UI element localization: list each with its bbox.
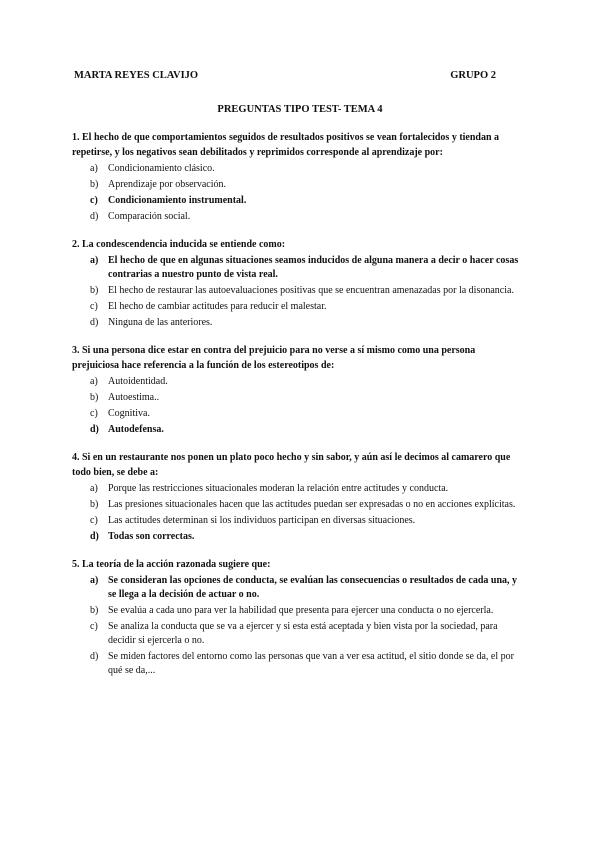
option-text: Cognitiva. <box>108 408 150 419</box>
option-text: Autoidentidad. <box>108 376 168 387</box>
question-text: 5. La teoría de la acción razonada sugiere que: <box>72 559 271 570</box>
option-text: Aprendizaje por observación. <box>108 179 227 190</box>
option-d-correct <box>72 423 522 437</box>
option-letter: a) <box>90 483 98 494</box>
header <box>74 70 496 86</box>
option-letter: d) <box>90 651 99 662</box>
option-b <box>72 178 522 192</box>
option-letter: c) <box>90 621 98 632</box>
option-text: Las actitudes determinan si los individuos participan en diversas situaciones. <box>108 515 416 526</box>
option-text: Autoestima.. <box>108 392 160 403</box>
option-c <box>72 620 522 648</box>
option-text: Condicionamiento clásico. <box>108 163 215 174</box>
question-1 <box>72 130 522 224</box>
option-letter: a) <box>90 163 98 174</box>
option-text: El hecho de cambiar actitudes para reducir el malestar. <box>108 301 327 312</box>
option-c-correct <box>72 194 522 208</box>
option-d <box>72 210 522 224</box>
option-text: Autodefensa. <box>108 424 164 435</box>
option-letter: c) <box>90 515 98 526</box>
option-text: Se analiza la conducta que se va a ejercer y si esta está aceptada y bien vista por la sociedad, para decidir si ejercerla o no. <box>108 621 498 646</box>
option-letter: d) <box>90 317 99 328</box>
option-c <box>72 407 522 421</box>
option-letter: b) <box>90 179 99 190</box>
option-c <box>72 300 522 314</box>
option-letter: a) <box>90 575 99 586</box>
option-text: Condicionamiento instrumental. <box>108 195 247 206</box>
option-b <box>72 604 522 618</box>
option-text: Se evalúa a cada uno para ver la habilidad que presenta para ejercer una conducta o no ejercerla. <box>108 605 494 616</box>
option-b <box>72 391 522 405</box>
question-5 <box>72 557 522 678</box>
option-d-correct <box>72 530 522 544</box>
option-text: Las presiones situacionales hacen que las actitudes puedan ser expresadas o no en acciones explícitas. <box>108 499 516 510</box>
group-label: GRUPO 2 <box>450 70 496 81</box>
option-letter: d) <box>90 211 99 222</box>
option-text: El hecho de que en algunas situaciones seamos inducidos de alguna manera a decir o hacer cosas contrarias a nuestro punto de vista real. <box>108 255 519 280</box>
question-text: 4. Si en un restaurante nos ponen un plato poco hecho y sin sabor, y aún así le decimos al camarero que todo bien, se debe a: <box>72 452 511 478</box>
option-a <box>72 375 522 389</box>
question-4 <box>72 450 522 544</box>
option-text: Todas son correctas. <box>108 531 195 542</box>
option-letter: a) <box>90 376 98 387</box>
student-name: MARTA REYES CLAVIJO <box>74 70 199 81</box>
option-a-correct <box>72 574 522 602</box>
option-letter: c) <box>90 301 98 312</box>
question-text: 3. Si una persona dice estar en contra del prejuicio para no verse a sí mismo como una persona prejuiciosa hace referencia a la función de los estereotipos de: <box>72 345 476 371</box>
option-a-correct <box>72 254 522 282</box>
option-d <box>72 650 522 678</box>
option-letter: d) <box>90 424 99 435</box>
page-title: PREGUNTAS TIPO TEST- TEMA 4 <box>217 104 383 115</box>
question-text: 1. El hecho de que comportamientos seguidos de resultados positivos se vean fortalecidos y tiendan a repetirse, y los negativos sean debilitados y reprimidos corresponde al aprendizaje por: <box>72 132 500 158</box>
option-text: Comparación social. <box>108 211 191 222</box>
option-c <box>72 514 522 528</box>
option-letter: d) <box>90 531 99 542</box>
question-list <box>72 130 522 691</box>
option-text: El hecho de restaurar las autoevaluaciones positivas que se encuentran amenazadas por la disonancia. <box>108 285 514 296</box>
option-text: Porque las restricciones situacionales moderan la relación entre actitudes y conducta. <box>108 483 449 494</box>
option-letter: b) <box>90 392 99 403</box>
question-2 <box>72 237 522 330</box>
option-text: Ninguna de las anteriores. <box>108 317 213 328</box>
option-text: Se consideran las opciones de conducta, se evalúan las consecuencias o resultados de cada una, y se llega a la decisión de actuar o no. <box>108 575 518 600</box>
option-text: Se miden factores del entorno como las personas que van a ver esa actitud, el sitio donde se da, el por qué se da,... <box>108 651 514 676</box>
option-b <box>72 498 522 512</box>
option-letter: b) <box>90 499 99 510</box>
option-b <box>72 284 522 298</box>
option-letter: c) <box>90 408 98 419</box>
option-letter: a) <box>90 255 99 266</box>
option-a <box>72 482 522 496</box>
option-a <box>72 162 522 176</box>
option-d <box>72 316 522 330</box>
question-3 <box>72 343 522 437</box>
question-text: 2. La condescendencia inducida se entiende como: <box>72 239 286 250</box>
option-letter: b) <box>90 285 99 296</box>
option-letter: c) <box>90 195 98 206</box>
option-letter: b) <box>90 605 99 616</box>
